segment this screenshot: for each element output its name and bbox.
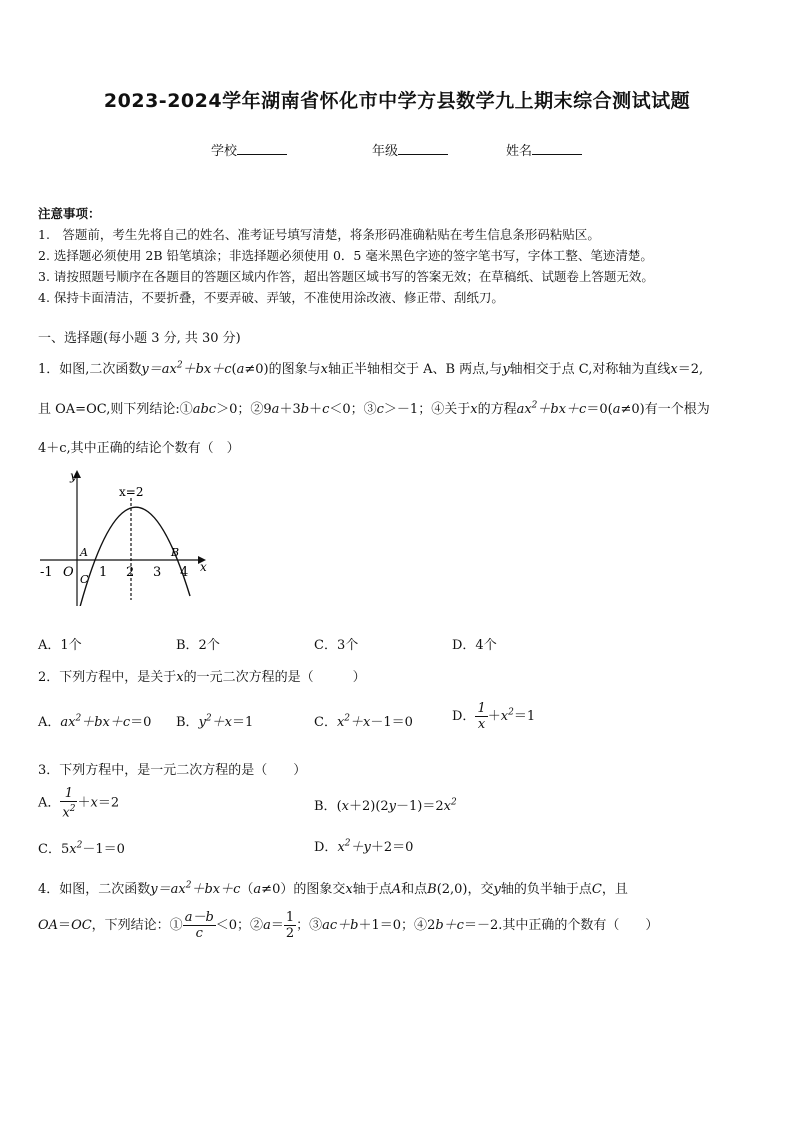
q2-option-d[interactable]: D． $\frac{1}{x}$ $+x^2=1$ xyxy=(452,701,536,732)
school-field: 学校 xyxy=(211,140,287,159)
q1-option-b[interactable]: B．2个 xyxy=(176,638,220,653)
point-label: C xyxy=(80,573,89,586)
q3-option-d[interactable]: D．$x^2+y+2=0$ xyxy=(314,838,414,855)
q4-line1: 4．如图，二次函数$y=ax^2+bx+c(a\ne 0)$的图象交x轴于点A和点B(2,0)，交y轴的负半轴于点C，且 xyxy=(38,880,628,897)
page-title: 2023-2024学年湖南省怀化市中学方县数学九上期末综合测试试题 xyxy=(103,90,691,112)
q2-stem: 2．下列方程中，是关于x的一元二次方程的是（ ） xyxy=(38,670,366,685)
origin-label: O xyxy=(63,565,74,580)
q3-option-a[interactable]: A． $\frac{1}{x^2}$ ＋x＝2 xyxy=(38,786,120,821)
symmetry-label: x=2 xyxy=(119,485,144,499)
note-item: 1. 答题前，考生先将自己的姓名、准考证号填写清楚，将条形码准确粘贴在考生信息条形码粘贴区。 xyxy=(38,227,600,242)
tick-label: 2 xyxy=(126,565,135,580)
q2-option-c[interactable]: C．$x^2+x-1=0$ xyxy=(314,713,413,730)
section-heading: 一、选择题(每小题 3 分, 共 30 分) xyxy=(38,331,241,346)
q2-option-a[interactable]: A．$ax^2+bx+c=0$ xyxy=(38,713,152,730)
q1-line2: 且 OA=OC,则下列结论:①abc＞0；②9a＋3b＋c＜0；③c＞－1；④关于x的方程$ax^2+bx+c=0(a\ne 0)$有一个根为 xyxy=(38,400,710,417)
tick-label: 4 xyxy=(180,565,189,580)
q3-option-b[interactable]: B．$(x+2)(2y-1)=2x^2$ xyxy=(314,797,457,814)
tick-label: -1 xyxy=(40,565,53,580)
notes xyxy=(38,203,654,308)
q1-option-d[interactable]: D．4个 xyxy=(452,638,497,653)
parabola-graph xyxy=(36,466,216,606)
q1-line1: 1．如图,二次函数$y=ax^2+bx+c(a\ne 0)$的图象与x轴正半轴相交于 A、B 两点,与y轴相交于点 C,对称轴为直线x＝2, xyxy=(38,360,704,377)
x-label: x xyxy=(200,560,207,574)
school-blank[interactable] xyxy=(237,142,287,155)
tick-label: 3 xyxy=(153,565,162,580)
notes-heading: 注意事项： xyxy=(38,206,101,221)
note-item: 4. 保持卡面清洁，不要折叠，不要弄破、弄皱，不准使用涂改液、修正带、刮纸刀。 xyxy=(38,290,504,305)
note-item: 2. 选择题必须使用 2B 铅笔填涂；非选择题必须使用 0．5 毫米黑色字迹的签字笔书写，字体工整、笔迹清楚。 xyxy=(38,248,653,263)
q3-option-c[interactable]: C．$5x^2-1=0$ xyxy=(38,840,125,857)
name-blank[interactable] xyxy=(532,142,582,155)
point-label: A xyxy=(80,546,88,559)
name-field: 姓名 xyxy=(506,140,582,159)
q1-option-c[interactable]: C．3个 xyxy=(314,638,359,653)
point-label: B xyxy=(171,546,180,559)
tick-label: 1 xyxy=(99,565,108,580)
q3-stem: 3．下列方程中，是一元二次方程的是（ ） xyxy=(38,763,307,778)
q2-option-b[interactable]: B．$y^2+x=1$ xyxy=(176,713,254,730)
note-item: 3. 请按照题号顺序在各题目的答题区域内作答，超出答题区域书写的答案无效；在草稿纸、试题卷上答题无效。 xyxy=(38,269,654,284)
grade-blank[interactable] xyxy=(398,142,448,155)
q1-line3: 4＋c,其中正确的结论个数有（ ） xyxy=(38,441,240,456)
y-label: y xyxy=(70,469,77,483)
grade-field: 年级 xyxy=(372,140,448,159)
q1-option-a[interactable]: A．1个 xyxy=(38,638,82,653)
q4-line2: OA＝OC，下列结论：① $\frac{a-b}{c}$ ＜0；②a＝ $\frac{1}{2}$ ；③ac＋b＋1＝0；④2b＋c＝－2.其中正确的个数有（ ） xyxy=(38,910,659,941)
